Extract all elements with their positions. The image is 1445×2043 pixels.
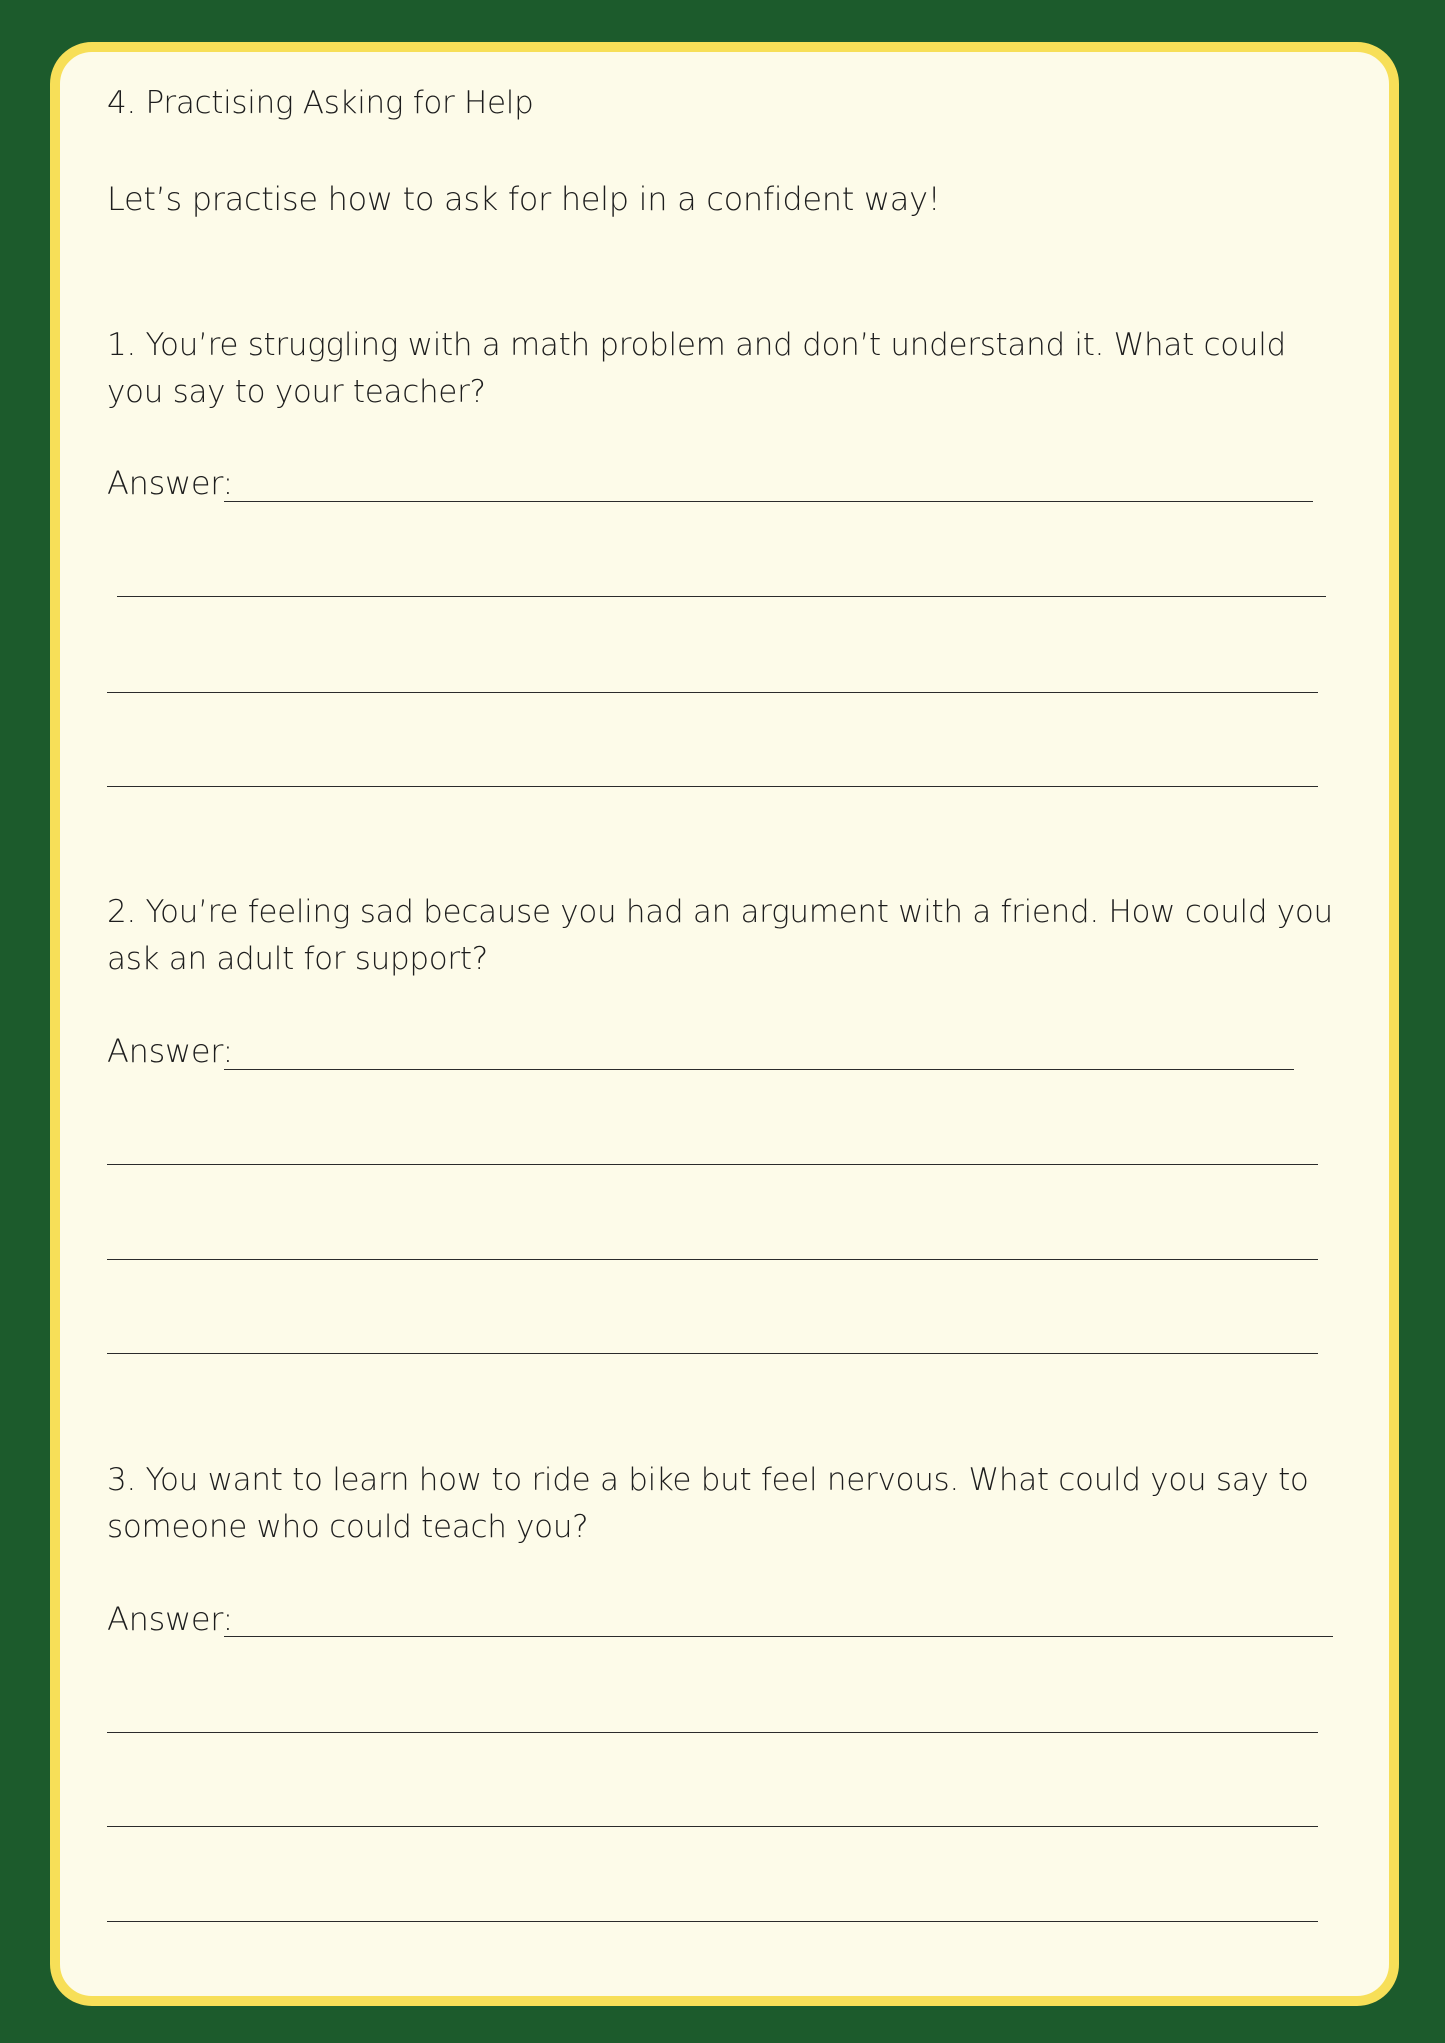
question-3-answer-line[interactable] [224,1636,1333,1637]
question-2-answer-line[interactable] [107,1259,1318,1260]
question-2-text: 2. You’re feeling sad because you had an argument with a friend. How could you ask an adult for support? [107,894,1333,977]
page-title: 4. Practising Asking for Help [107,85,534,121]
question-1-answer-line[interactable] [107,692,1318,693]
question-2-answer-line[interactable] [107,1353,1318,1354]
question-2-answer-label: Answer: [107,1032,233,1070]
question-3-answer-line[interactable] [107,1921,1318,1922]
question-1-answer-label: Answer: [107,464,233,502]
question-2-answer-line[interactable] [224,1069,1294,1070]
question-1-answer-line[interactable] [117,596,1326,597]
question-3-answer-label: Answer: [107,1600,233,1638]
question-3-answer-line[interactable] [107,1732,1318,1733]
question-3-answer-line[interactable] [107,1826,1318,1827]
question-3-text: 3. You want to learn how to ride a bike but feel nervous. What could you say to someone who could teach you? [107,1462,1309,1545]
question-1-answer-line[interactable] [224,501,1313,502]
intro-text: Let’s practise how to ask for help in a confident way! [107,180,941,218]
question-2-answer-line[interactable] [107,1164,1318,1165]
question-1-answer-line[interactable] [107,786,1318,787]
question-1-text: 1. You’re struggling with a math problem and don’t understand it. What could you say to your teacher? [107,327,1286,410]
